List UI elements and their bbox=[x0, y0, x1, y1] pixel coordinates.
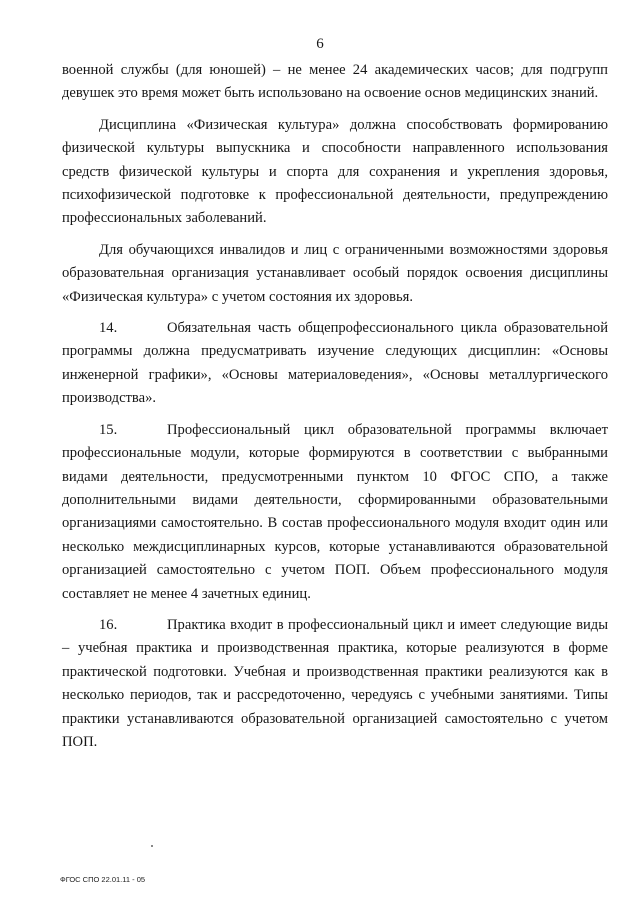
paragraph: Для обучающихся инвалидов и лиц с ограниченными возможностями здоровья образовательная организация устанавливает особый порядок освоения дисциплины «Физическая культура» с учетом состояния их здоровья. bbox=[62, 241, 608, 305]
paragraph-number: 14. bbox=[99, 320, 118, 337]
paragraph-number: 15. bbox=[99, 421, 118, 438]
body-text bbox=[62, 59, 608, 762]
page-number: 6 bbox=[316, 36, 324, 52]
numbered-paragraph: 14. Обязательная часть общепрофессионального цикла образовательной программы должна предусматривать изучение следующих дисциплин: «Основы инженерной графики», «Основы материаловедения», «Основы металлургического производства». bbox=[62, 317, 608, 411]
numbered-paragraph: 16. Практика входит в профессиональный цикл и имеет следующие виды – учебная практика и производственная практика, которые реализуются в форме практической подготовки. Учебная и производственная практики реализуются как в несколько периодов, так и рассредоточенно, чередуясь с учебными занятиями. Типы практики устанавливаются образовательной организацией самостоятельно с учетом ПОП. bbox=[62, 614, 608, 754]
paragraph: военной службы (для юношей) – не менее 24 академических часов; для подгрупп девушек это время может быть использовано на освоение основ медицинских знаний. bbox=[62, 62, 608, 102]
paragraph: Дисциплина «Физическая культура» должна способствовать формированию физической культуры выпускника и способности направленного использования средств физической культуры и спорта для сохранения и укрепления здоровья, психофизической подготовке к профессиональной деятельности, предупреждению профессиональных заболеваний. bbox=[62, 116, 608, 227]
scan-speck bbox=[151, 845, 153, 847]
numbered-paragraph: 15. Профессиональный цикл образовательной программы включает профессиональные модули, которые формируются в соответствии с выбранными видами деятельности, предусмотренными пунктом 10 ФГОС СПО, а также дополнительными видами деятельности, сформированными образовательными организациями самостоятельно. В состав профессионального модуля входит один или несколько междисциплинарных курсов, которые устанавливаются образовательной организацией самостоятельно с учетом ПОП. Объем профессионального модуля составляет не менее 4 зачетных единиц. bbox=[62, 419, 608, 606]
paragraph-number: 16. bbox=[99, 616, 118, 633]
footer-code: ФГОС СПО 22.01.11 - 05 bbox=[60, 875, 146, 884]
